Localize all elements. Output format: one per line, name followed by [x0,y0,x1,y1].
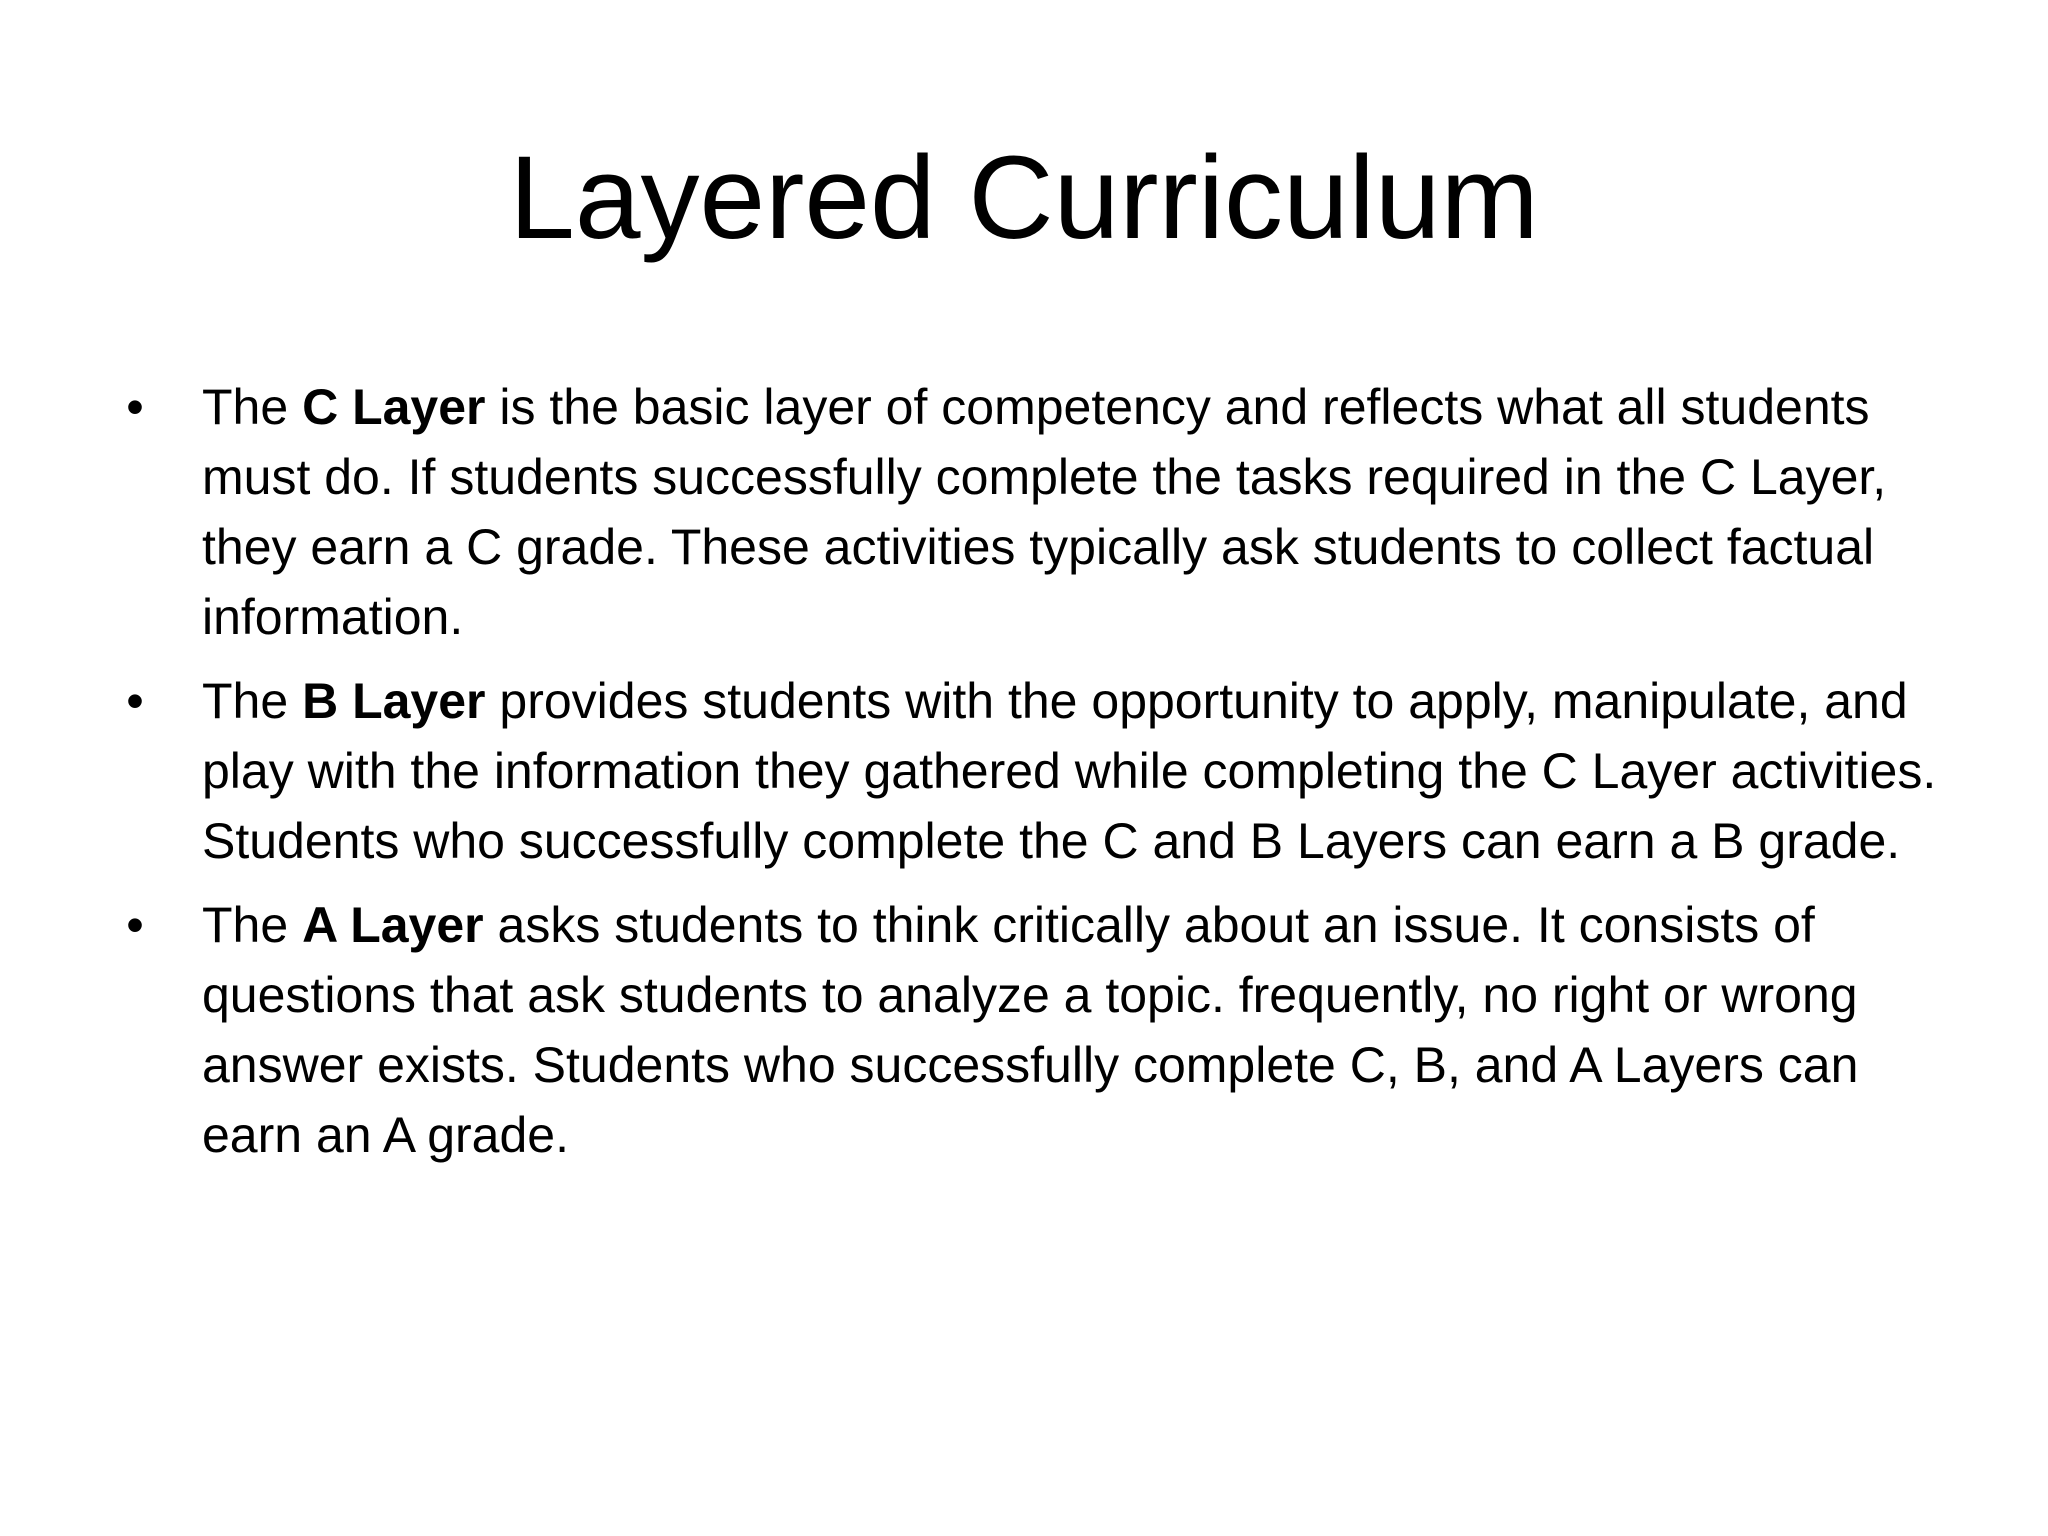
bullet-icon: • [126,673,144,729]
bullet-item-b-layer [120,666,1950,876]
bullet-list [120,372,1950,1184]
bullet-item-a-layer [120,890,1950,1170]
slide-title: Layered Curriculum [509,132,1539,264]
bullet-text [202,673,1936,869]
bullet-body: is the basic layer of competency and reflects what all students must do. If students successfully complete the tasks required in the C Layer, they earn a C grade. These activities typically ask students to collect factual information. [202,379,1887,645]
bullet-icon: • [126,379,144,435]
bullet-item-c-layer [120,372,1950,652]
bullet-body: provides students with the opportunity to apply, manipulate, and play with the information they gathered while completing the C Layer activities. Students who successfully complete the C and B Layers can earn a B grade. [202,673,1937,869]
bullet-lead: The [202,897,303,953]
bullet-text [202,897,1858,1163]
bullet-text [202,379,1886,645]
bullet-body: asks students to think critically about an issue. It consists of questions that ask students to analyze a topic. frequently, no right or wrong answer exists. Students who successfully complete C, B, and A Layers can earn an A grade. [202,897,1859,1163]
bullet-bold-term: C Layer [302,379,486,435]
bullet-lead: The [202,673,303,729]
bullet-bold-term: A Layer [302,897,484,953]
bullet-lead: The [202,379,303,435]
bullet-icon: • [126,897,144,953]
bullet-bold-term: B Layer [302,673,486,729]
